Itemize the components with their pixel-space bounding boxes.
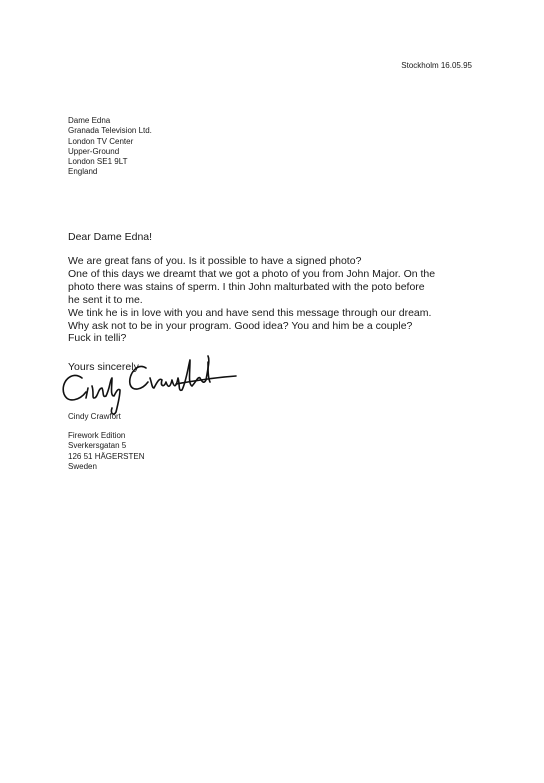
recipient-address-line: Upper-Ground [68, 146, 120, 156]
closing: Yours sincerely [68, 361, 139, 373]
recipient-address-line: Dame Edna [68, 116, 111, 125]
body-line: Fuck in telli? [68, 332, 127, 345]
dateline: Stockholm 16.05.95 [401, 61, 472, 70]
body-line: One of this days we dreamt that we got a photo of you from John Major. On the [68, 267, 436, 280]
recipient-address-line: London SE1 9LT [68, 157, 128, 167]
signer-name: Cindy Crawfort [68, 412, 121, 421]
body-line: Why ask not to be in your program. Good idea? You and him be a couple? [68, 319, 413, 332]
body-line: photo there was stains of sperm. I thin John malturbated with the poto before [68, 280, 425, 293]
body-line: he sent it to me. [68, 293, 143, 306]
salutation: Dear Dame Edna! [68, 231, 153, 243]
letter-body [68, 255, 488, 345]
sender-address-line: 126 51 HÄGERSTEN [68, 451, 145, 461]
body-line: We tink he is in love with you and have send this message through our dream. [68, 306, 432, 319]
sender-address [68, 431, 144, 472]
recipient-address [68, 116, 152, 178]
sender-address-line: Sverkersgatan 5 [68, 441, 127, 451]
recipient-address-line: London TV Center [68, 136, 134, 146]
handwritten-signature [58, 348, 238, 418]
sender-address-line: Sweden [68, 461, 97, 471]
recipient-address-line: England [68, 167, 98, 177]
body-line: We are great fans of you. Is it possible to have a signed photo? [68, 255, 362, 267]
sender-address-line: Firework Edition [68, 431, 126, 440]
recipient-address-line: Granada Television Ltd. [68, 126, 152, 136]
